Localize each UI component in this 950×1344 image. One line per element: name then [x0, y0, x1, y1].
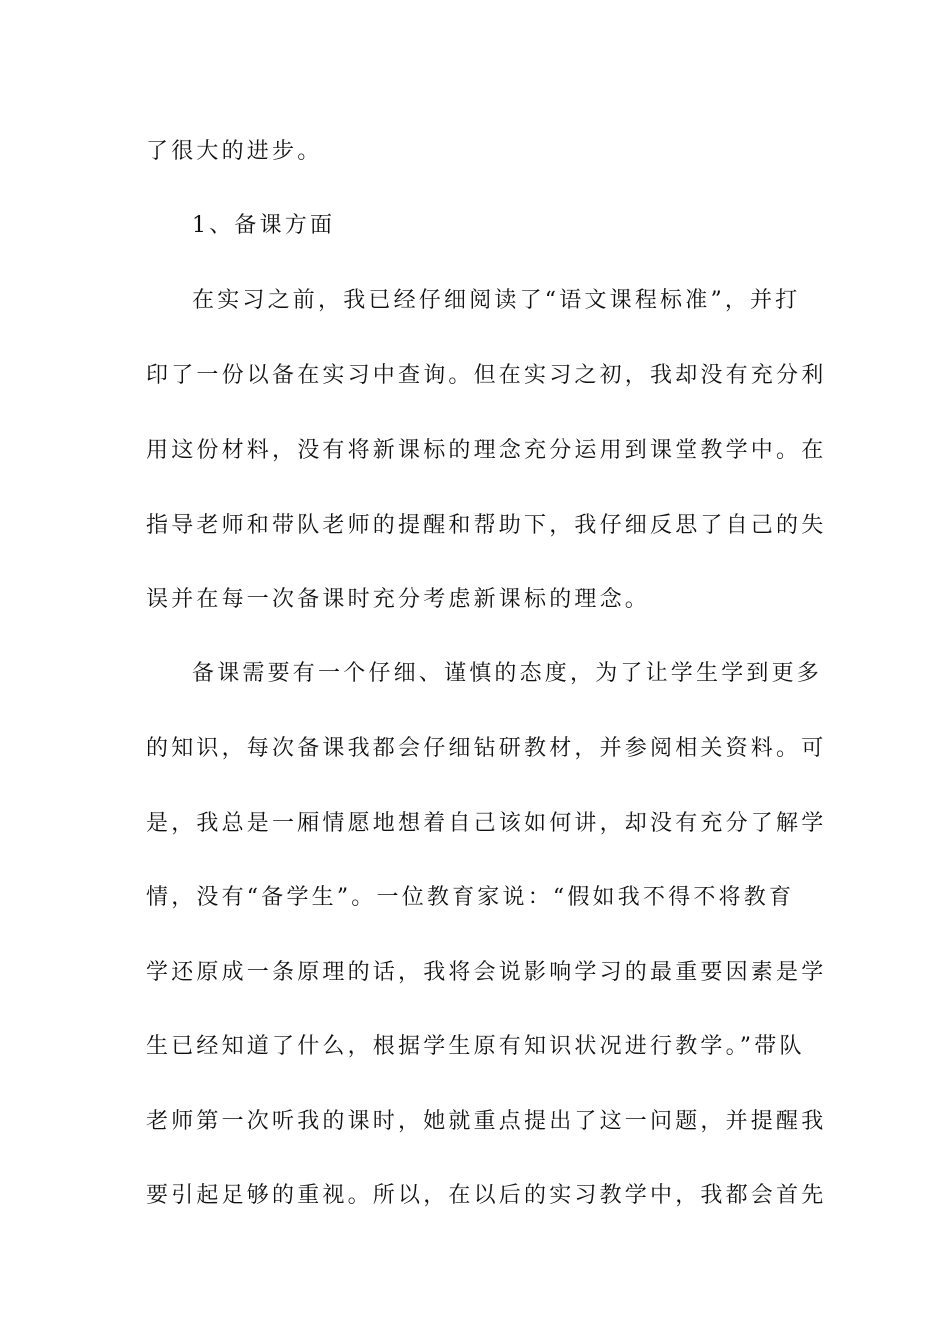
paragraph-line: 误并在每一次备课时充分考虑新课标的理念。: [146, 587, 651, 612]
paragraph-line: 老师第一次听我的课时，她就重点提出了这一问题，并提醒我: [146, 1109, 827, 1134]
paragraph-line: 生已经知道了什么，根据学生原有知识状况进行教学。”带队: [146, 1034, 805, 1059]
paragraph-line: 用这份材料，没有将新课标的理念充分运用到课堂教学中。在: [146, 438, 827, 463]
paragraph-line: 了很大的进步。: [146, 139, 323, 164]
paragraph-line: 是，我总是一厢情愿地想着自己该如何讲，却没有充分了解学: [146, 811, 827, 836]
paragraph-line: 备课需要有一个仔细、谨慎的态度，为了让学生学到更多: [192, 661, 823, 686]
section-heading: 1、备课方面: [192, 213, 336, 238]
paragraph-line: 学还原成一条原理的话，我将会说影响学习的最重要因素是学: [146, 960, 827, 985]
paragraph-line: 情，没有“备学生”。一位教育家说：“假如我不得不将教育: [146, 885, 795, 910]
paragraph-line: 印了一份以备在实习中查询。但在实习之初，我却没有充分利: [146, 363, 827, 388]
paragraph-line: 的知识，每次备课我都会仔细钻研教材，并参阅相关资料。可: [146, 736, 827, 761]
paragraph-line: 要引起足够的重视。所以，在以后的实习教学中，我都会首先: [146, 1183, 827, 1208]
paragraph-line: 指导老师和带队老师的提醒和帮助下，我仔细反思了自己的失: [146, 513, 827, 538]
paragraph-line: 在实习之前，我已经仔细阅读了“语文课程标准”，并打: [192, 288, 801, 313]
